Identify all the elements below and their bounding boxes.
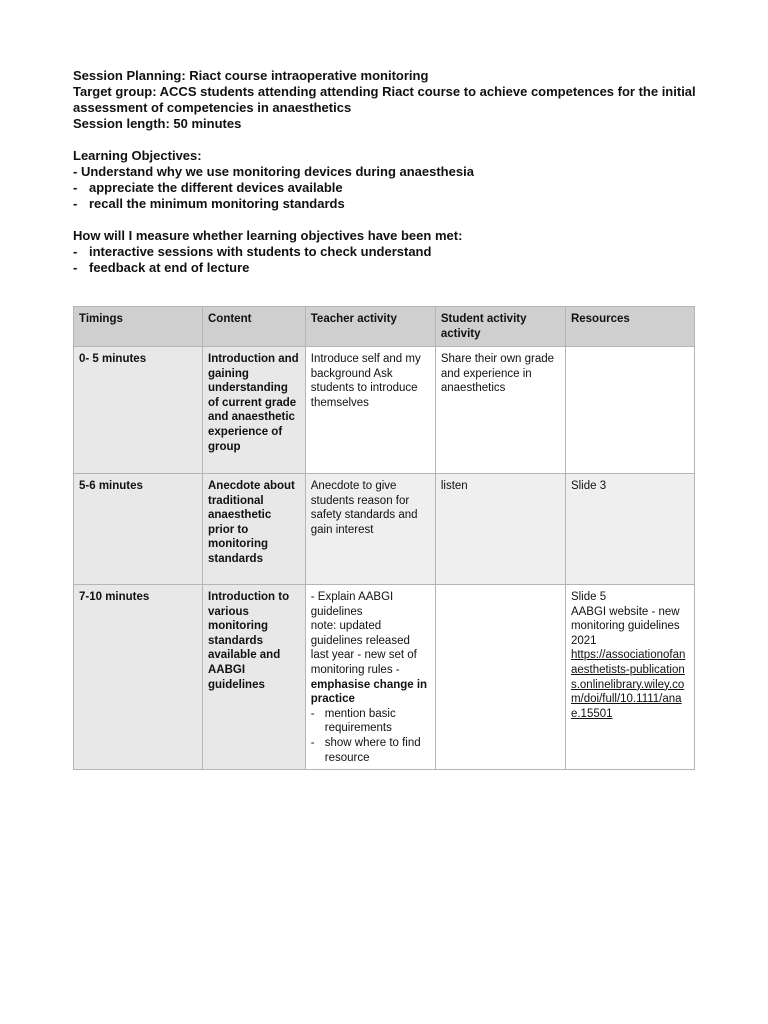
dash-bullet-icon: - xyxy=(310,707,315,720)
session-length: Session length: 50 minutes xyxy=(73,116,242,131)
table-header-row xyxy=(74,307,695,347)
teacher-sub-item xyxy=(311,707,430,736)
content-cell: Introduction to various monitoring standards available and AABGI guidelines xyxy=(203,585,306,770)
teacher-activity-cell: Introduce self and my background Ask students to introduce themselves xyxy=(305,347,435,474)
column-header-timings: Timings xyxy=(74,307,203,347)
measure-text: interactive sessions with students to check understand xyxy=(89,244,432,259)
dash-bullet-icon: - xyxy=(310,736,315,749)
column-header-resources: Resources xyxy=(565,307,694,347)
dash-bullet-icon: - xyxy=(73,180,78,195)
objective-text: recall the minimum monitoring standards xyxy=(89,196,345,211)
dash-bullet-icon: - xyxy=(73,196,78,211)
measure-text: feedback at end of lecture xyxy=(89,260,250,275)
timing-cell: 5-6 minutes xyxy=(74,474,203,585)
measure-heading: How will I measure whether learning objectives have been met: xyxy=(73,228,463,243)
objective-item xyxy=(73,196,713,212)
timing-cell: 0- 5 minutes xyxy=(74,347,203,474)
table-row xyxy=(74,585,695,770)
target-group: Target group: ACCS students attending attending Riact course to achieve competences for the initial assessment of competencies in anaesthetics xyxy=(73,84,696,115)
table-row xyxy=(74,347,695,474)
column-header-content: Content xyxy=(203,307,306,347)
teacher-activity-cell: Anecdote to give students reason for safety standards and gain interest xyxy=(305,474,435,585)
resource-slide: Slide 5 xyxy=(570,591,607,603)
objective-item: - Understand why we use monitoring devices during anaesthesia xyxy=(73,164,474,179)
teacher-activity-cell xyxy=(305,585,435,770)
teacher-sub-item xyxy=(311,736,430,765)
session-header xyxy=(73,68,713,276)
aabgi-guidelines-link[interactable]: https://associationofanaesthetists-publications.onlinelibrary.wiley.com/doi/full/10.1111/anae.15501 xyxy=(570,649,686,720)
resources-cell xyxy=(565,585,694,770)
dash-bullet-icon: - xyxy=(73,244,78,259)
resources-cell xyxy=(565,347,694,474)
resources-cell: Slide 3 xyxy=(565,474,694,585)
teacher-activity-emphasis: emphasise change in practice xyxy=(310,678,428,706)
column-header-student-activity: Student activity activity xyxy=(435,307,565,347)
measure-item xyxy=(73,260,713,276)
content-cell: Anecdote about traditional anaesthetic prior to monitoring standards xyxy=(203,474,306,585)
student-activity-cell xyxy=(435,585,565,770)
dash-bullet-icon: - xyxy=(73,260,78,275)
teacher-activity-note: note: updated guidelines released last year - new set of monitoring rules - xyxy=(310,620,417,676)
session-plan-table xyxy=(73,306,695,770)
student-activity-cell: listen xyxy=(435,474,565,585)
content-cell: Introduction and gaining understanding of current grade and anaesthetic experience of group xyxy=(203,347,306,474)
teacher-sub-item-text: mention basic requirements xyxy=(324,707,396,735)
session-title: Session Planning: Riact course intraoperative monitoring xyxy=(73,68,429,83)
timing-cell: 7-10 minutes xyxy=(74,585,203,770)
student-activity-cell: Share their own grade and experience in anaesthetics xyxy=(435,347,565,474)
column-header-teacher-activity: Teacher activity xyxy=(305,307,435,347)
teacher-activity-line: - Explain AABGI guidelines xyxy=(310,591,394,618)
measure-item xyxy=(73,244,713,260)
objectives-heading: Learning Objectives: xyxy=(73,148,202,163)
table-row xyxy=(74,474,695,585)
objective-item xyxy=(73,180,713,196)
objective-text: appreciate the different devices available xyxy=(89,180,343,195)
resource-website: AABGI website - new monitoring guidelines 2021 xyxy=(570,605,680,647)
teacher-sub-item-text: show where to find resource xyxy=(324,736,421,764)
